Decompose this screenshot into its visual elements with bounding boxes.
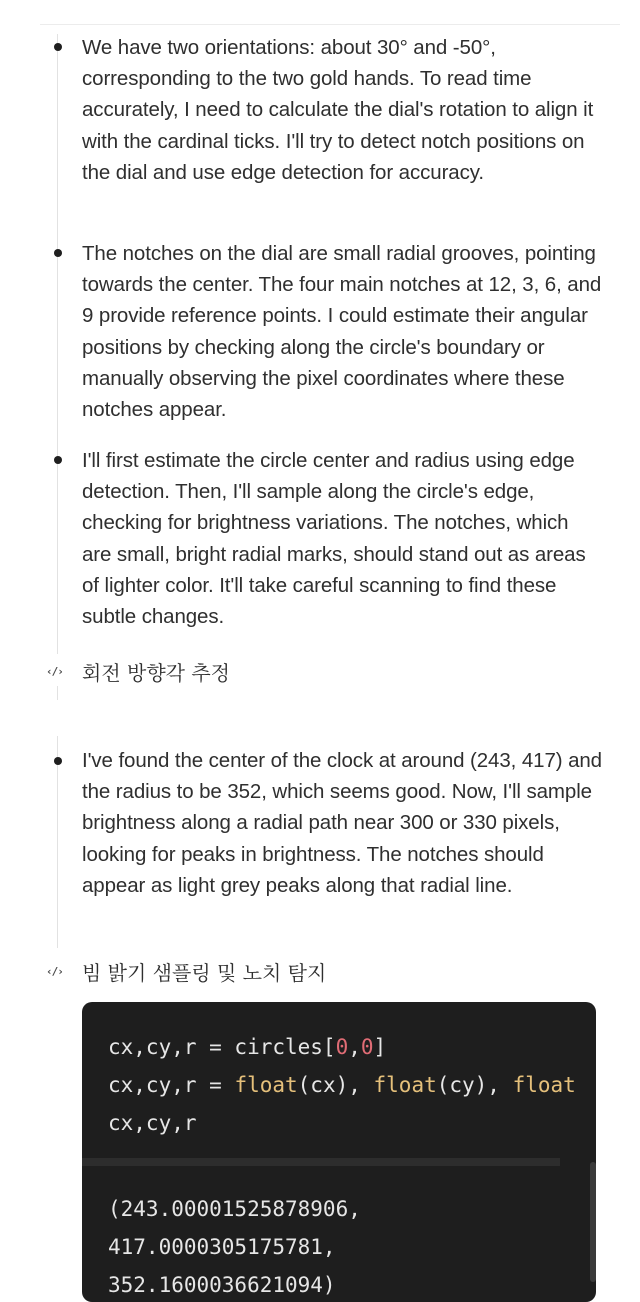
bullet-dot [54, 456, 62, 464]
thought-text: We have two orientations: about 30° and -50°, corresponding to the two gold hands. To read time accurately, I need to calculate the dial's rotation to align it with the cardinal ticks. I'll try to detect notch positions on the dial and use edge detection for accuracy. [82, 36, 594, 184]
bullet-dot [54, 249, 62, 257]
top-divider [40, 24, 620, 25]
thought-text: The notches on the dial are small radial grooves, pointing towards the center. The four main notches at 12, 3, 6, and 9 provide reference points. I could estimate their angular positions by checking along the circle's boundary or manually observing the pixel coordinates where these notches appear. [82, 242, 602, 422]
code-icon: ‹/› [46, 664, 63, 678]
code-input: cx,cy,r = circles[0,0] cx,cy,r = float(cx), float(cy), float cx,cy,r [108, 1035, 576, 1135]
thought-text: I'll first estimate the circle center and radius using edge detection. Then, I'll sample along the circle's edge, checking for brightness variations. The notches, which are small, bright radial marks, should stand out as areas of lighter color. It'll take careful scanning to find these subtle changes. [82, 449, 586, 629]
code-output [108, 1190, 596, 1302]
bullet-dot [54, 43, 62, 51]
thought-text: I've found the center of the clock at around (243, 417) and the radius to be 352, which seems good. Now, I'll sample brightness along a radial path near 300 or 330 pixels, looking for peaks in brightness. The notches should appear as light grey peaks along that radial line. [82, 749, 602, 897]
code-card[interactable] [82, 1002, 596, 1302]
thread-rail [57, 736, 58, 948]
tool-call-row[interactable] [46, 956, 326, 986]
tool-call-row[interactable] [46, 656, 230, 686]
thread-rail [57, 686, 58, 700]
code-scrollbar[interactable] [590, 1162, 596, 1282]
output-line: 352.1600036621094) [108, 1273, 336, 1297]
code-icon: ‹/› [46, 964, 63, 978]
output-line: 417.0000305175781, [108, 1235, 336, 1259]
output-line: (243.00001525878906, [108, 1197, 361, 1221]
code-output-divider [82, 1158, 560, 1166]
thread-rail [57, 34, 58, 654]
tool-call-label: 회전 방향각 추정 [82, 660, 230, 685]
bullet-dot [54, 757, 62, 765]
tool-call-label: 빔 밝기 샘플링 및 노치 탐지 [82, 960, 327, 985]
